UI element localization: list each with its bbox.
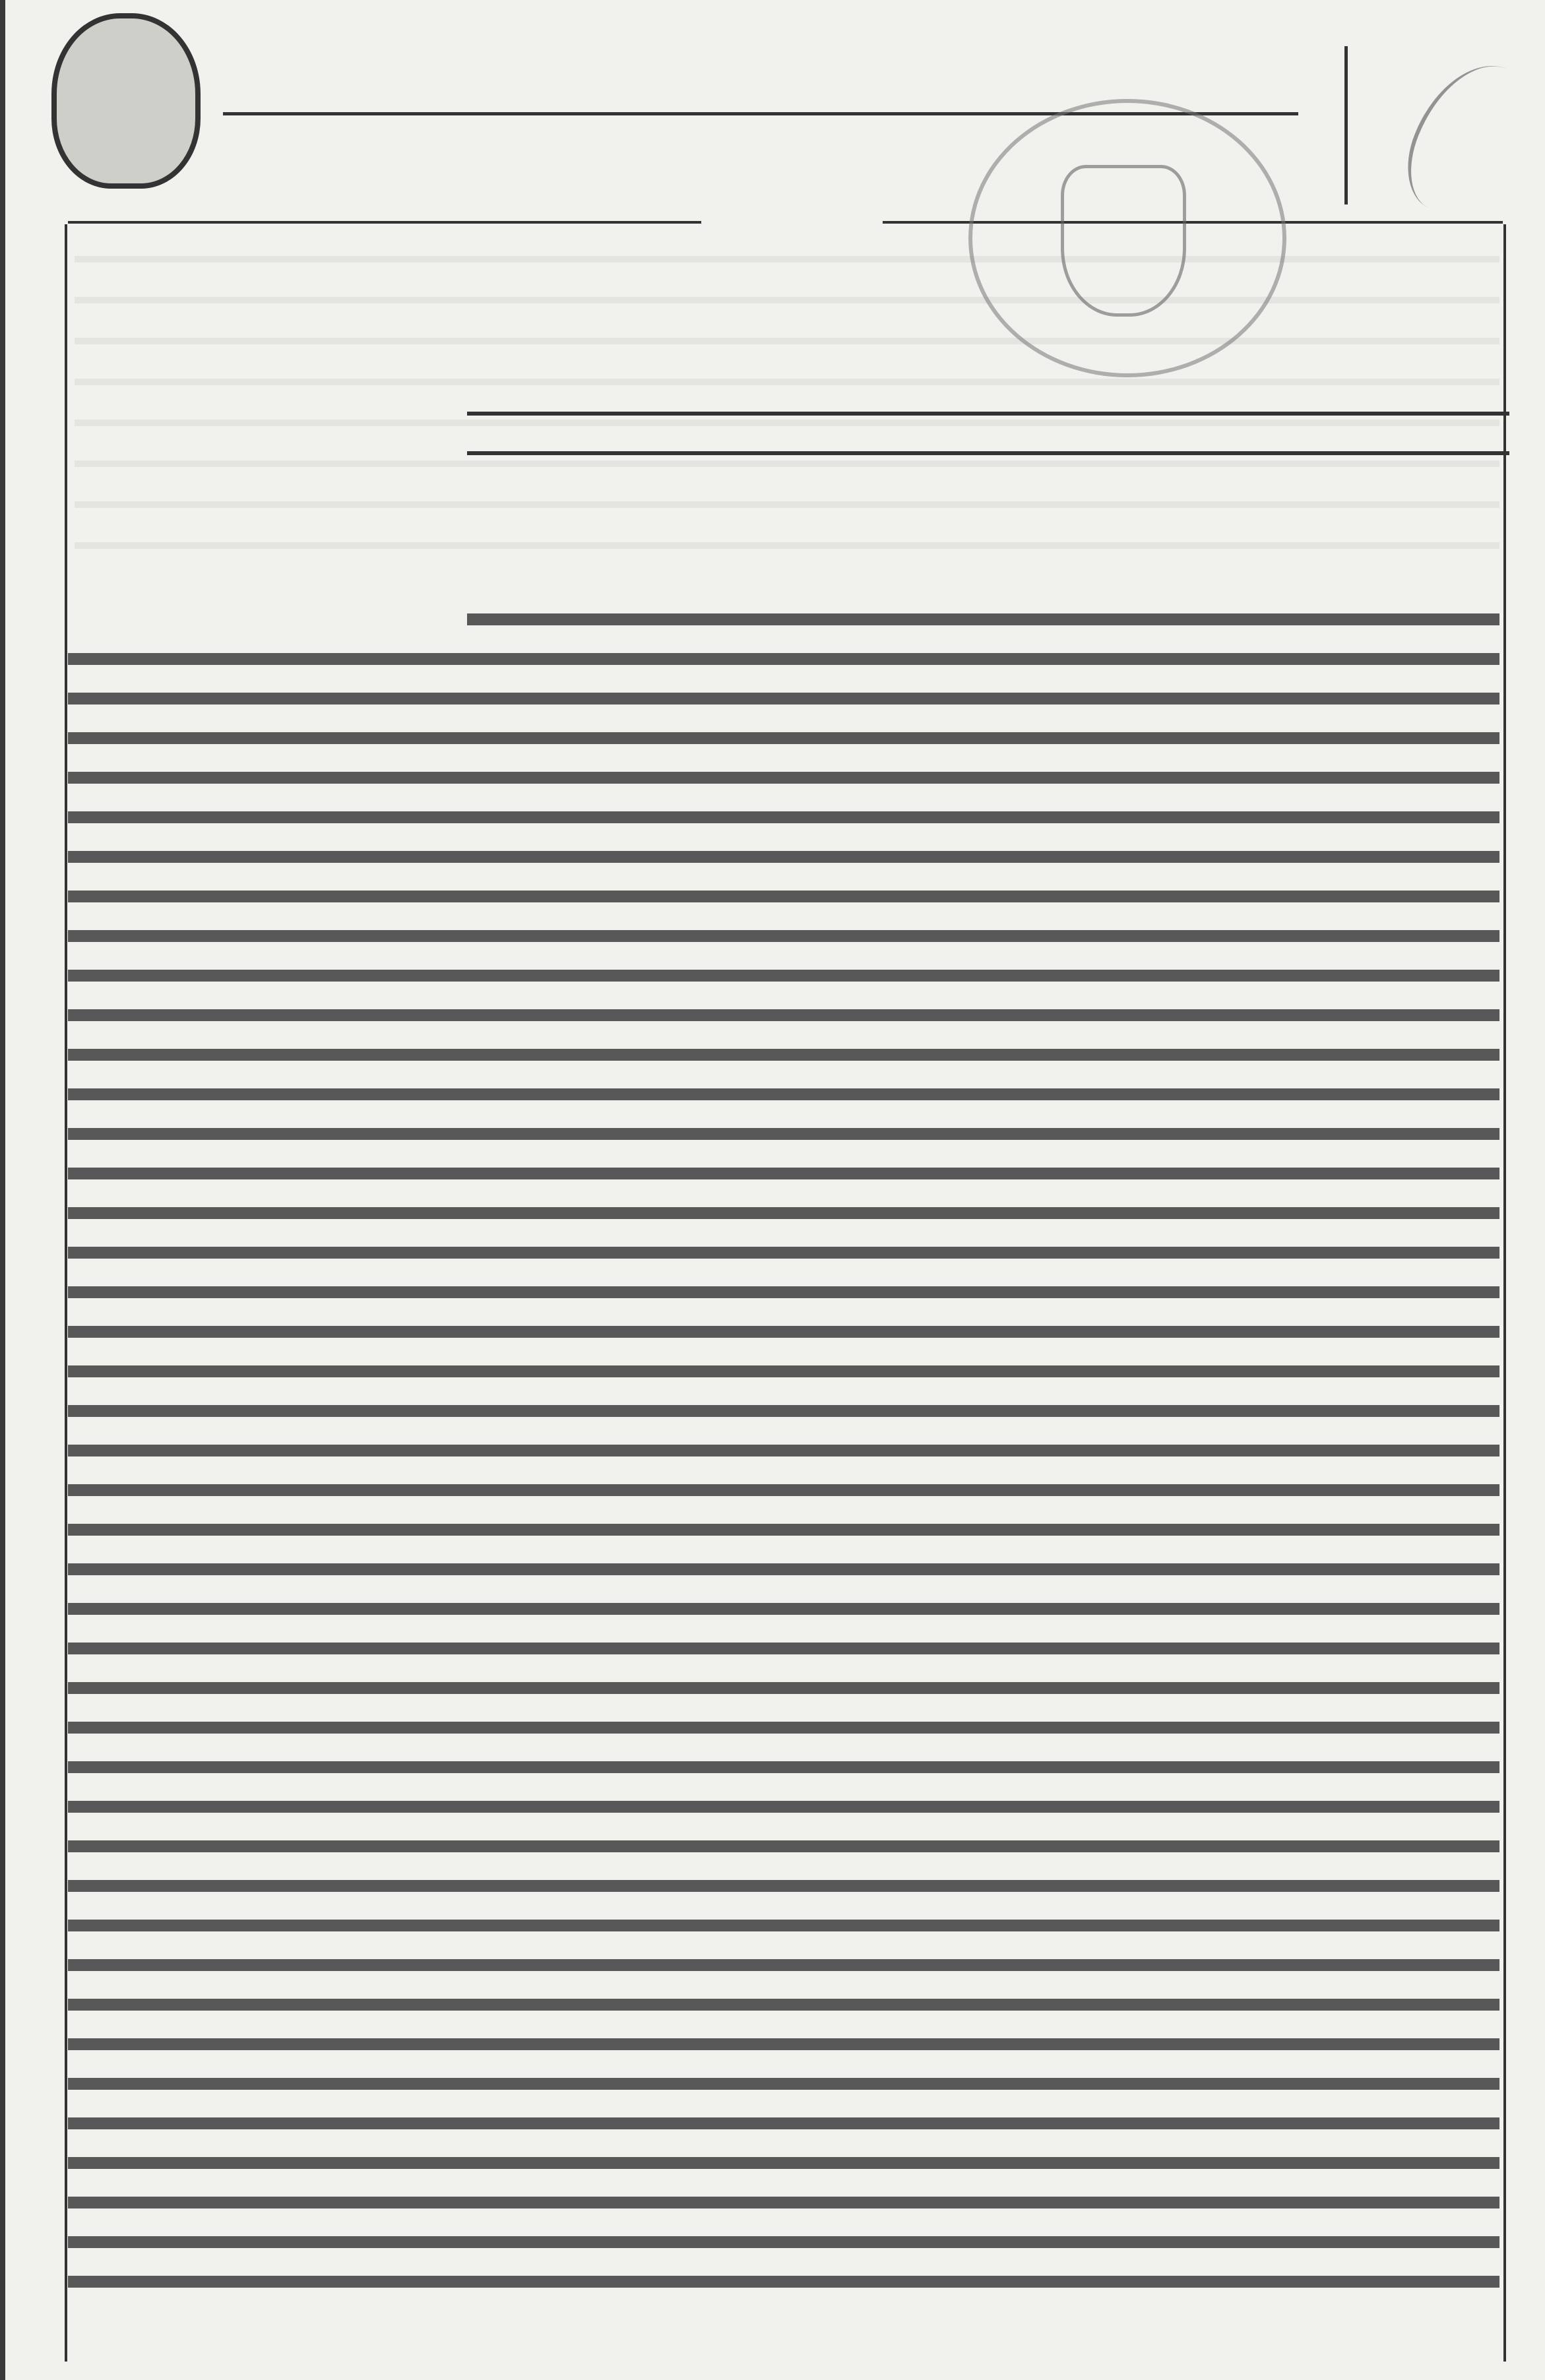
- text-line: [68, 2038, 1499, 2050]
- text-line: [68, 1049, 1499, 1061]
- text-line: [467, 613, 1499, 625]
- text-line: [68, 1168, 1499, 1179]
- text-line: [68, 1207, 1499, 1219]
- text-line: [68, 851, 1499, 863]
- text-line: [68, 1365, 1499, 1377]
- text-line: [68, 2276, 1499, 2288]
- text-line: [68, 2197, 1499, 2208]
- text-line: [68, 1920, 1499, 1931]
- text-line: [68, 1801, 1499, 1813]
- text-line: [68, 1524, 1499, 1536]
- title-underline: [467, 412, 1509, 416]
- text-line: [68, 1088, 1499, 1100]
- text-line: [68, 1682, 1499, 1694]
- text-line: [68, 1128, 1499, 1140]
- text-line: [68, 1999, 1499, 2011]
- text-line: [68, 891, 1499, 902]
- text-line: [68, 2236, 1499, 2248]
- text-line: [68, 732, 1499, 744]
- municipal-crest: [51, 13, 201, 189]
- text-line: [68, 970, 1499, 982]
- text-line: [68, 1603, 1499, 1615]
- text-line: [68, 1722, 1499, 1734]
- text-line: [68, 2157, 1499, 2169]
- text-line: [68, 2117, 1499, 2129]
- text-line: [68, 1880, 1499, 1892]
- text-line: [68, 1009, 1499, 1021]
- text-line: [68, 1959, 1499, 1971]
- minutes-title: [467, 376, 1509, 508]
- text-line: [68, 1761, 1499, 1773]
- text-line: [68, 1840, 1499, 1852]
- text-line: [68, 653, 1499, 665]
- text-line: [68, 1247, 1499, 1259]
- text-line: [68, 1563, 1499, 1575]
- section-rule-left: [68, 221, 701, 224]
- text-line: [68, 772, 1499, 784]
- title-underline: [467, 451, 1509, 455]
- text-line: [68, 1643, 1499, 1654]
- text-line: [68, 811, 1499, 823]
- text-line: [68, 1326, 1499, 1338]
- minutes-body: [68, 613, 1499, 2355]
- text-line: [68, 1484, 1499, 1496]
- text-line: [68, 2078, 1499, 2090]
- text-line: [68, 930, 1499, 942]
- text-line: [68, 1286, 1499, 1298]
- text-line: [68, 1445, 1499, 1456]
- text-line: [68, 1405, 1499, 1417]
- text-line: [68, 693, 1499, 705]
